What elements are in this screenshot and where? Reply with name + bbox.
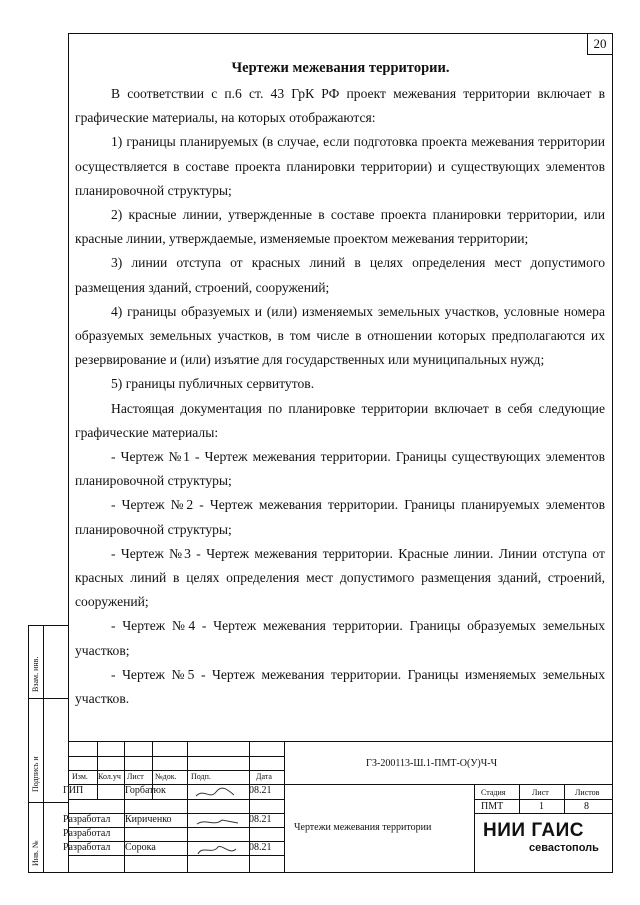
header-list: Лист: [127, 772, 144, 781]
header-podp: Подп.: [191, 772, 211, 781]
paragraph: - Чертеж №5 - Чертеж межевания территории. Границы изменяемых земельных участков.: [75, 666, 605, 707]
document-code: ГЗ-200113-Ш.1-ПМТ-О(У)Ч-Ч: [366, 758, 498, 769]
org-logo: НИИ ГАИС: [483, 820, 584, 841]
paragraph: 1) границы планируемых (в случае, если подготовка проекта межевания территории осуществляется в составе проекта планировки территории) и существующих элементов планировочной структуры;: [75, 134, 605, 198]
side-label-inv: Инв. №: [31, 840, 40, 866]
title-block: [63, 741, 612, 872]
header-kolvo: Кол.уч: [98, 772, 121, 781]
role-razrabotal: Разработал: [63, 814, 111, 825]
sheets-label: Листов: [575, 788, 600, 797]
role-razrabotal: Разработал: [63, 842, 111, 853]
name-gorbatyuk: Горбатюк: [125, 785, 166, 796]
paragraph: 4) границы образуемых и (или) изменяемых земельных участков, условные номера образуемых земельных участков, в том числе в отношении которых предполагаются их резервирование и (или) изъятие для государственных или муниципальных нужд;: [75, 303, 605, 368]
name-soroka: Сорока: [125, 842, 156, 853]
body-text: [75, 82, 605, 711]
header-izm: Изм.: [72, 772, 88, 781]
sheet-label: Лист: [532, 788, 549, 797]
stage-label: Стадия: [481, 788, 506, 797]
date-row-4: 08.21: [249, 842, 272, 853]
paragraph: 2) красные линии, утвержденные в составе проекта планировки территории, или красные линии, утверждаемые, изменяемые проектом межевания территории;: [75, 207, 605, 247]
sheets-value: 8: [584, 801, 589, 812]
paragraph: 3) линии отступа от красных линий в целях определения мест допустимого размещения зданий, строений, сооружений;: [75, 255, 605, 295]
paragraph: - Чертеж №4 - Чертеж межевания территории. Границы образуемых земельных участков;: [75, 618, 605, 658]
date-row-2: 08.21: [249, 814, 272, 825]
paragraph: - Чертеж №1 - Чертеж межевания территории. Границы существующих элементов планировочной структуры;: [75, 449, 605, 489]
role-razrabotal: Разработал: [63, 828, 111, 839]
page-frame: [63, 33, 613, 873]
header-data: Дата: [256, 772, 272, 781]
sheet-value: 1: [539, 801, 544, 812]
signature-image: [194, 815, 244, 829]
document-name: Чертежи межевания территории: [294, 822, 432, 833]
paragraph: 5) границы публичных сервитутов.: [111, 376, 315, 392]
paragraph: Настоящая документация по планировке территории включает в себя следующие графические материалы:: [75, 400, 605, 440]
page-title: Чертежи межевания территории.: [231, 60, 450, 76]
header-ndok: №док.: [155, 772, 177, 781]
paragraph: - Чертеж №2 - Чертеж межевания территории. Границы планируемых элементов планировочной структуры;: [75, 497, 605, 537]
date-row-1: 08.21: [249, 785, 272, 796]
side-label-podpis: Подпись и: [31, 756, 40, 792]
org-logo-sub: севастополь: [529, 842, 599, 854]
page-number: 20: [587, 33, 613, 55]
signature-image: [194, 843, 244, 857]
name-kirichenko: Кириченко: [125, 814, 172, 825]
side-approval-strip: [28, 625, 68, 873]
signature-image: [194, 786, 244, 800]
paragraph: - Чертеж №3 - Чертеж межевания территории. Красные линии. Линии отступа от красных линий в целях определения мест допустимого размещения зданий, строений, сооружений;: [75, 545, 605, 610]
role-gip: ГИП: [63, 785, 84, 796]
stage-value: ПМТ: [481, 801, 504, 812]
side-label-vzam: Взам. инв.: [31, 656, 40, 692]
paragraph: В соответствии с п.6 ст. 43 ГрК РФ проект межевания территории включает в графические материалы, на которых отображаются:: [75, 86, 605, 126]
